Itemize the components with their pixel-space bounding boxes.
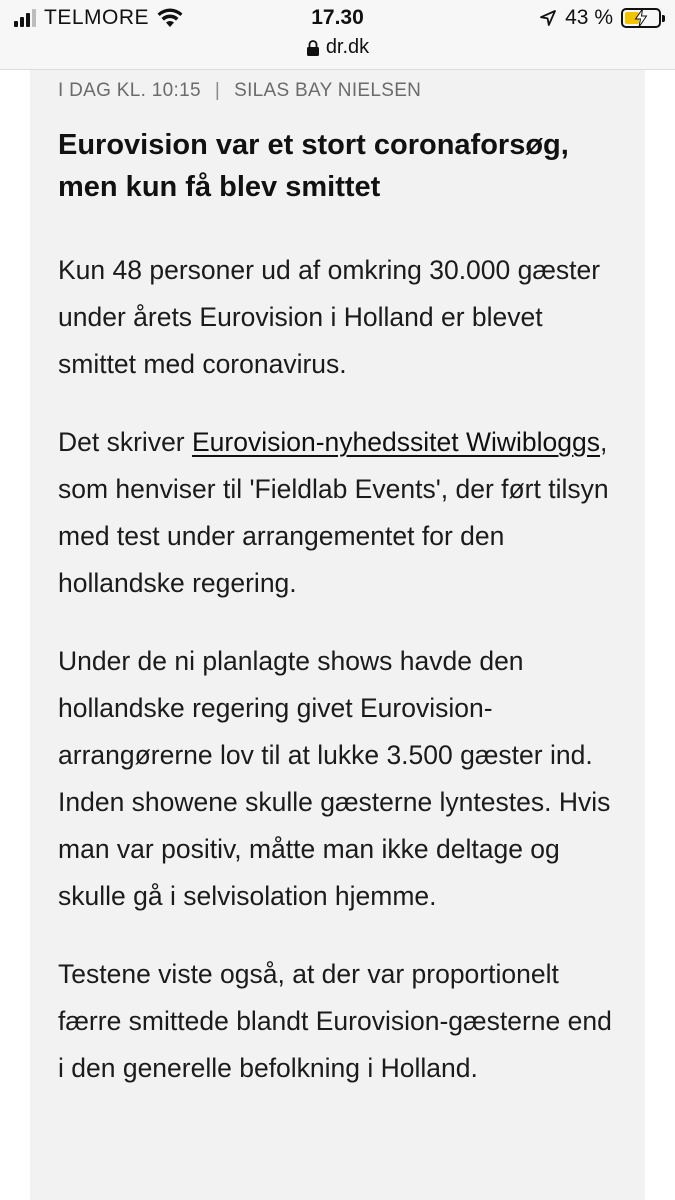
battery-icon [621,8,661,28]
article-paragraph-4: Testene viste også, at der var proportionelt færre smittede blandt Eurovision-gæsterne end i den generelle befolkning i Holland. [58,959,612,1083]
author-name: SILAS BAY NIELSEN [234,80,422,101]
article-meta [58,80,617,102]
article-headline: Eurovision var et stort coronaforsøg, men kun få blev smittet [58,129,569,203]
article-paragraph-3: Under de ni planlagte shows havde den hollandske regering givet Eurovision-arrangørerne lov til at lukke 3.500 gæster ind. Inden showene skulle gæsterne lyntestes. Hvis man var positiv, måtte man ikke deltage og skulle gå i selvisolation hjemme. [58,646,611,911]
wifi-icon [157,8,183,28]
status-left [14,6,183,30]
url-text[interactable]: dr.dk [325,36,370,58]
carrier-name: TELMORE [44,6,150,29]
article-paragraph-1: Kun 48 personer ud af omkring 30.000 gæster under årets Eurovision i Holland er blevet smittet med coronavirus. [58,255,601,379]
location-arrow-icon [539,9,557,27]
status-right [539,6,661,30]
lock-icon [306,40,320,56]
paragraph-text: Det skriver [58,427,192,457]
status-bar [0,0,675,70]
publish-date: I DAG KL. 10:15 [58,80,201,101]
battery-percent: 43 % [565,6,613,29]
article [30,70,645,1200]
wiwibloggs-link[interactable]: Eurovision-nyhedssitet Wiwibloggs [192,427,600,457]
charging-bolt-icon [634,9,648,27]
address-bar[interactable] [0,36,675,59]
meta-separator: | [214,80,221,101]
signal-icon [14,9,36,27]
article-paragraph-2 [58,419,617,607]
clock: 17.30 [311,6,364,29]
paragraph-text: , som henviser til 'Fieldlab Events', der ført tilsyn med test under arrangementet for den hollandske regering. [58,427,609,598]
